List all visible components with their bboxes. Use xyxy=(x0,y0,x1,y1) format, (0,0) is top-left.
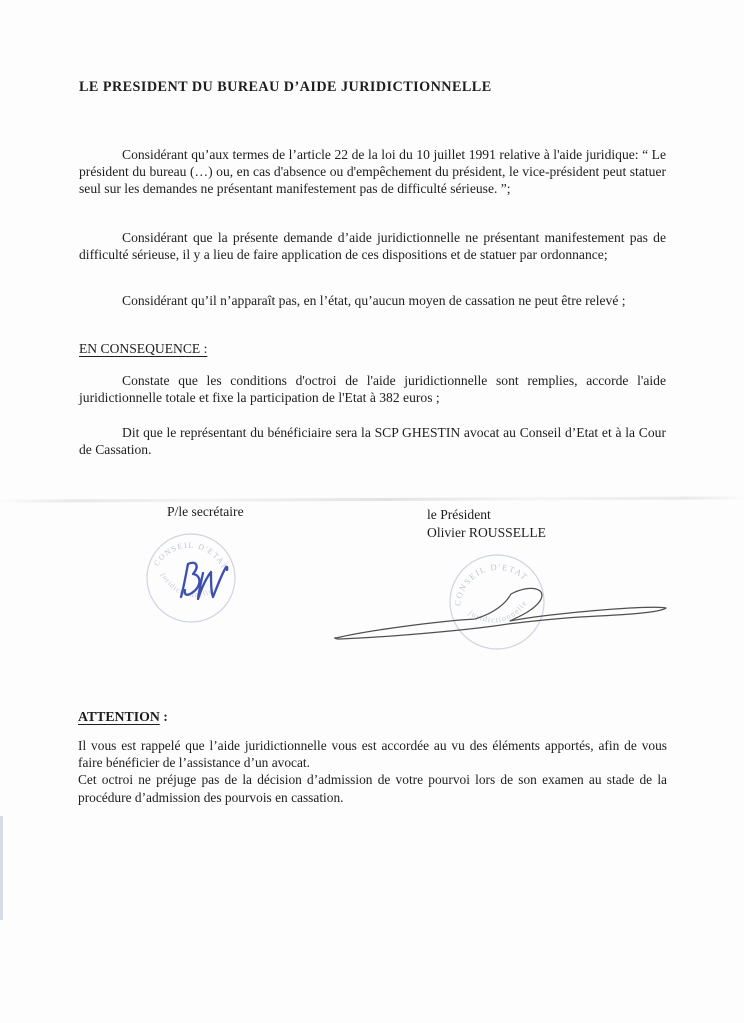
president-signature xyxy=(330,575,675,650)
heading-en-consequence: EN CONSEQUENCE : xyxy=(79,341,208,356)
heading-attention xyxy=(78,709,168,725)
paragraph-constate-octroi: Constate que les conditions d'octroi de l'aide juridictionnelle sont remplies, accorde l'aide juridictionnelle totale et fixe la participation de l'Etat à 382 euros ; xyxy=(79,373,666,405)
attention-underlined-word: ATTENTION xyxy=(78,709,160,724)
attention-body xyxy=(78,737,667,806)
paper-fold-crease xyxy=(0,496,744,502)
president-signature-block xyxy=(427,506,546,542)
attention-paragraph-1: Il vous est rappelé que l’aide juridictionnelle vous est accordée au vu des éléments apportés, afin de vous faire bénéficier de l’assistance d’un avocat. xyxy=(78,738,667,771)
stamp-arc-bottom-text: juridictionnelle xyxy=(159,571,215,600)
stamp-arc-top-text: CONSEIL D'ETAT xyxy=(452,561,531,607)
stamp-arc-top-text: CONSEIL D'ETAT xyxy=(151,540,230,572)
scan-edge-artifact xyxy=(0,816,3,920)
paragraph-dit-representant: Dit que le représentant du bénéficiaire sera la SCP GHESTIN avocat au Conseil d’Etat et à la Cour de Cassation. xyxy=(79,425,666,457)
paragraph-considerant-cassation: Considérant qu’il n’apparaît pas, en l’état, qu’aucun moyen de cassation ne peut être relevé ; xyxy=(122,293,626,308)
attention-colon: : xyxy=(159,709,168,724)
paragraph-considerant-demande: Considérant que la présente demande d’aide juridictionnelle ne présentant manifestement pas de difficulté sérieuse, il y a lieu de faire application de ces dispositions et de statuer par ordonnance; xyxy=(79,230,666,262)
president-label: le Président xyxy=(427,507,491,522)
secretary-initials-signature xyxy=(175,558,235,603)
secretary-signature-label: P/le secrétaire xyxy=(167,504,244,519)
stamp-arc-bottom-text: juridictionnelle xyxy=(467,598,530,625)
attention-paragraph-2: Cet octroi ne préjuge pas de la décision d’admission de votre pourvoi lors de son examen au stade de la procédure d’admission des pourvois en cassation. xyxy=(78,772,667,805)
president-name: Olivier ROUSSELLE xyxy=(427,525,546,540)
document-title: LE PRESIDENT DU BUREAU D’AIDE JURIDICTIONNELLE xyxy=(79,79,492,95)
paragraph-considerant-article22: Considérant qu’aux termes de l’article 22 de la loi du 10 juillet 1991 relative à l'aide juridique: “ Le président du bureau (…) ou, en cas d'absence ou d'empêchement du président, le vice-président peut statuer seul sur les demandes ne présentant manifestement pas de difficulté sérieuse. ”; xyxy=(79,147,666,196)
